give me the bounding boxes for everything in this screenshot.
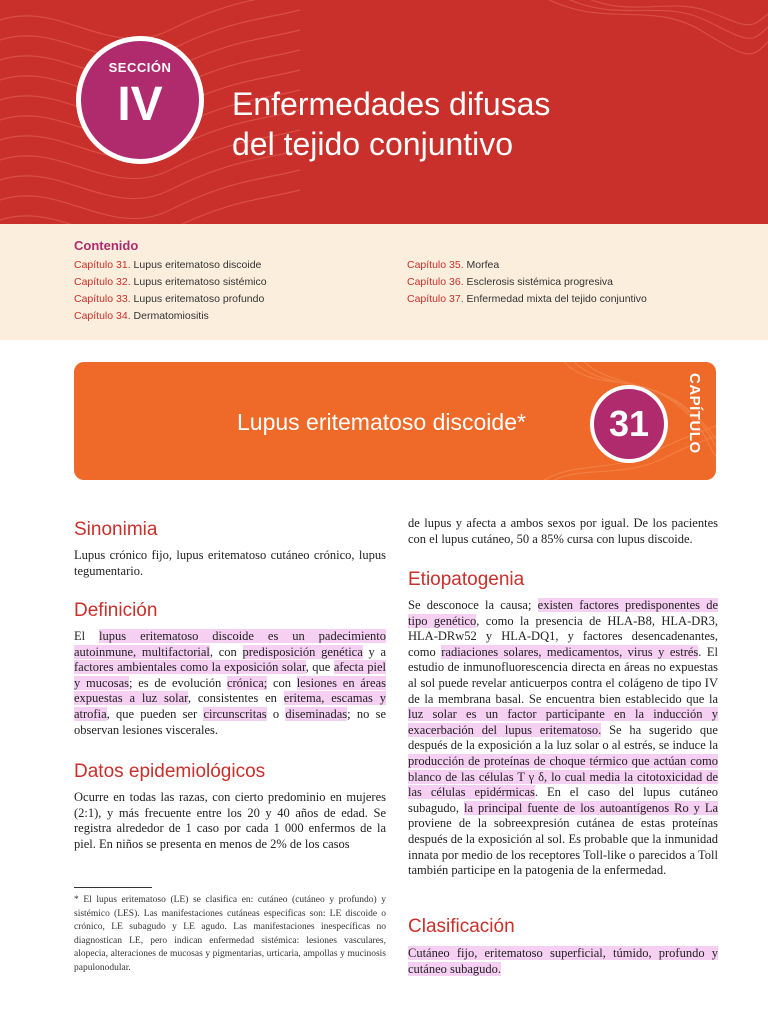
section-number-badge bbox=[76, 36, 204, 164]
definicion-text bbox=[74, 629, 386, 738]
contents-item[interactable] bbox=[74, 291, 267, 308]
text-run: , que pueden ser bbox=[106, 706, 204, 721]
text-run: o bbox=[266, 706, 286, 721]
highlighted-text: luz solar es un factor participante en la inducción y exacerbación del lupus eritematoso. bbox=[408, 707, 718, 737]
section-title-line-1: Enfermedades difusas bbox=[232, 86, 551, 122]
chapter-ref-title: Lupus eritematoso discoide bbox=[133, 259, 262, 271]
highlighted-text: la principal fuente de los autoantígenos Ro y La bbox=[463, 800, 718, 815]
text-run: con bbox=[267, 675, 297, 690]
contents-item[interactable] bbox=[74, 308, 267, 325]
chapter-ref-title: Lupus eritematoso profundo bbox=[133, 293, 265, 305]
chapter-ref-title: Morfea bbox=[466, 259, 500, 271]
section-title-line-2: del tejido conjuntivo bbox=[232, 126, 514, 162]
heading-etiopatogenia: Etiopatogenia bbox=[408, 569, 525, 590]
section-label: SECCIÓN bbox=[108, 60, 172, 75]
text-run: Se desconoce la causa; bbox=[408, 598, 538, 612]
text-run: , que bbox=[305, 660, 334, 675]
contents-list-left bbox=[74, 257, 267, 325]
text-run: El bbox=[74, 629, 100, 643]
text-run: proviene de la sobreexpresión cutánea de estas proteínas después de la exposición al sol. Es probable que la inmunidad innata por medio de los receptores Toll-like o parecidos a Toll también participe en la patogenia de la enfermedad. bbox=[408, 816, 718, 878]
contents-item[interactable] bbox=[74, 274, 267, 291]
highlighted-text: predisposición genética bbox=[242, 644, 363, 659]
text-run: . En el caso del lupus cutáneo subagudo, bbox=[408, 785, 719, 815]
chapter-ref-title: Dermatomiositis bbox=[133, 310, 209, 322]
highlighted-text: lesiones en áreas expuestas a luz solar bbox=[74, 675, 386, 706]
heading-epidemiologia: Datos epidemiológicos bbox=[74, 761, 266, 782]
chapter-number-badge: 31 bbox=[590, 385, 668, 463]
clasificacion-text bbox=[408, 946, 718, 977]
heading-clasificacion: Clasificación bbox=[408, 916, 515, 937]
text-run: , con bbox=[209, 644, 243, 659]
etiopatogenia-text bbox=[408, 598, 718, 879]
highlighted-text: lupus eritematoso discoide es un padecimiento autoinmune, multifactorial bbox=[74, 629, 386, 659]
chapter-ref: Capítulo 35. bbox=[407, 259, 464, 271]
chapter-vertical-label: CAPÍTULO bbox=[686, 373, 703, 454]
highlighted-text: eritema, escamas y atrofia bbox=[74, 691, 386, 721]
highlighted-text: factores ambientales como la exposición solar bbox=[74, 660, 306, 675]
epidemiologia-continuation: de lupus y afecta a ambos sexos por igual. De los pacientes con el lupus cutáneo, 50 a 85% cursa con lupus discoide. bbox=[408, 516, 718, 546]
chapter-ref: Capítulo 36. bbox=[407, 276, 464, 288]
footnote: * El lupus eritematoso (LE) se clasifica en: cutáneo (cutáneo y profundo) y sistémico (LES). Las manifestaciones cutáneas específicas son: LE discoide o crónico, LE subagudo y LE agudo. Las manifestaciones inespecíficas no diagnostican LE, pero indican enfermedad sistémica: lesiones vasculares, alopecia, alteraciones de mucosas y pigmentarias, urticaria, ampollas y mucinosis papulonodular. bbox=[74, 895, 386, 973]
chapter-ref: Capítulo 31. bbox=[74, 259, 131, 271]
heading-definicion: Definición bbox=[74, 600, 158, 621]
highlighted-text: existen factores predisponentes de tipo genético bbox=[408, 598, 718, 628]
sinonimia-text: Lupus crónico fijo, lupus eritematoso cutáneo crónico, lupus tegumentario. bbox=[74, 548, 386, 578]
highlighted-text: producción de proteínas de choque térmico que actúan como blanco de las células T γ δ, lo cual media la citotoxicidad de las células epidérmicas bbox=[408, 753, 718, 800]
chapter-ref-title: Enfermedad mixta del tejido conjuntivo bbox=[466, 293, 647, 305]
highlighted-text: Cutáneo fijo, eritematoso superficial, túmido, profundo y cutáneo subagudo. bbox=[408, 946, 718, 976]
epidemiologia-text: Ocurre en todas las razas, con cierto predominio en mujeres (2:1), y más frecuente entre los 20 y 40 años de edad. Se registra alrededor de 1 caso por cada 1 000 enfermos de la piel. En niños se presenta en menos de 2% de los casos bbox=[74, 790, 386, 851]
heading-sinonimia: Sinonimia bbox=[74, 519, 158, 540]
text-run: Se ha sugerido que después de la exposición a la luz solar o al estrés, se induce la bbox=[408, 722, 718, 753]
contents-item[interactable] bbox=[407, 257, 647, 274]
contents-item[interactable] bbox=[407, 274, 647, 291]
highlighted-text: radiaciones solares, medicamentos, virus y estrés bbox=[441, 644, 699, 659]
section-contents bbox=[0, 224, 768, 340]
highlighted-text: afecta piel y mucosas bbox=[74, 660, 386, 690]
chapter-ref: Capítulo 37. bbox=[407, 293, 464, 305]
text-run: , como la presencia de HLA-B8, HLA-DR3, HLA-DRw52 y HLA-DQ1, y factores desencadenantes, como bbox=[408, 613, 718, 659]
section-number: IV bbox=[117, 78, 163, 131]
chapter-ref-title: Lupus eritematoso sistémico bbox=[133, 276, 267, 288]
highlighted-text: crónica; bbox=[226, 675, 268, 690]
chapter-title: Lupus eritematoso discoide* bbox=[237, 409, 526, 435]
section-header-band bbox=[0, 0, 768, 224]
contents-list-right bbox=[407, 257, 647, 308]
text-run: , consistentes en bbox=[187, 691, 284, 706]
text-run: y a bbox=[362, 644, 386, 659]
text-run: . El estudio de inmunofluorescencia directa en áreas no expuestas al sol puede revelar anticuerpos contra el colágeno de tipo IV de la membrana basal. Se encuentra bien establecido que la bbox=[408, 644, 718, 706]
chapter-ref: Capítulo 32. bbox=[74, 276, 131, 288]
section-title bbox=[232, 84, 550, 164]
text-run: ; es de evolución bbox=[129, 675, 227, 690]
contents-item[interactable] bbox=[74, 257, 267, 274]
footnote-divider bbox=[74, 887, 152, 888]
chapter-ref-title: Esclerosis sistémica progresiva bbox=[466, 276, 614, 288]
contents-heading: Contenido bbox=[74, 238, 139, 253]
text-run: ; no se observan lesiones viscerales. bbox=[74, 706, 387, 737]
chapter-ref: Capítulo 34. bbox=[74, 310, 131, 322]
highlighted-text: diseminadas bbox=[285, 706, 348, 721]
chapter-ref: Capítulo 33. bbox=[74, 293, 131, 305]
highlighted-text: circunscritas bbox=[203, 706, 267, 721]
contents-item[interactable] bbox=[407, 291, 647, 308]
